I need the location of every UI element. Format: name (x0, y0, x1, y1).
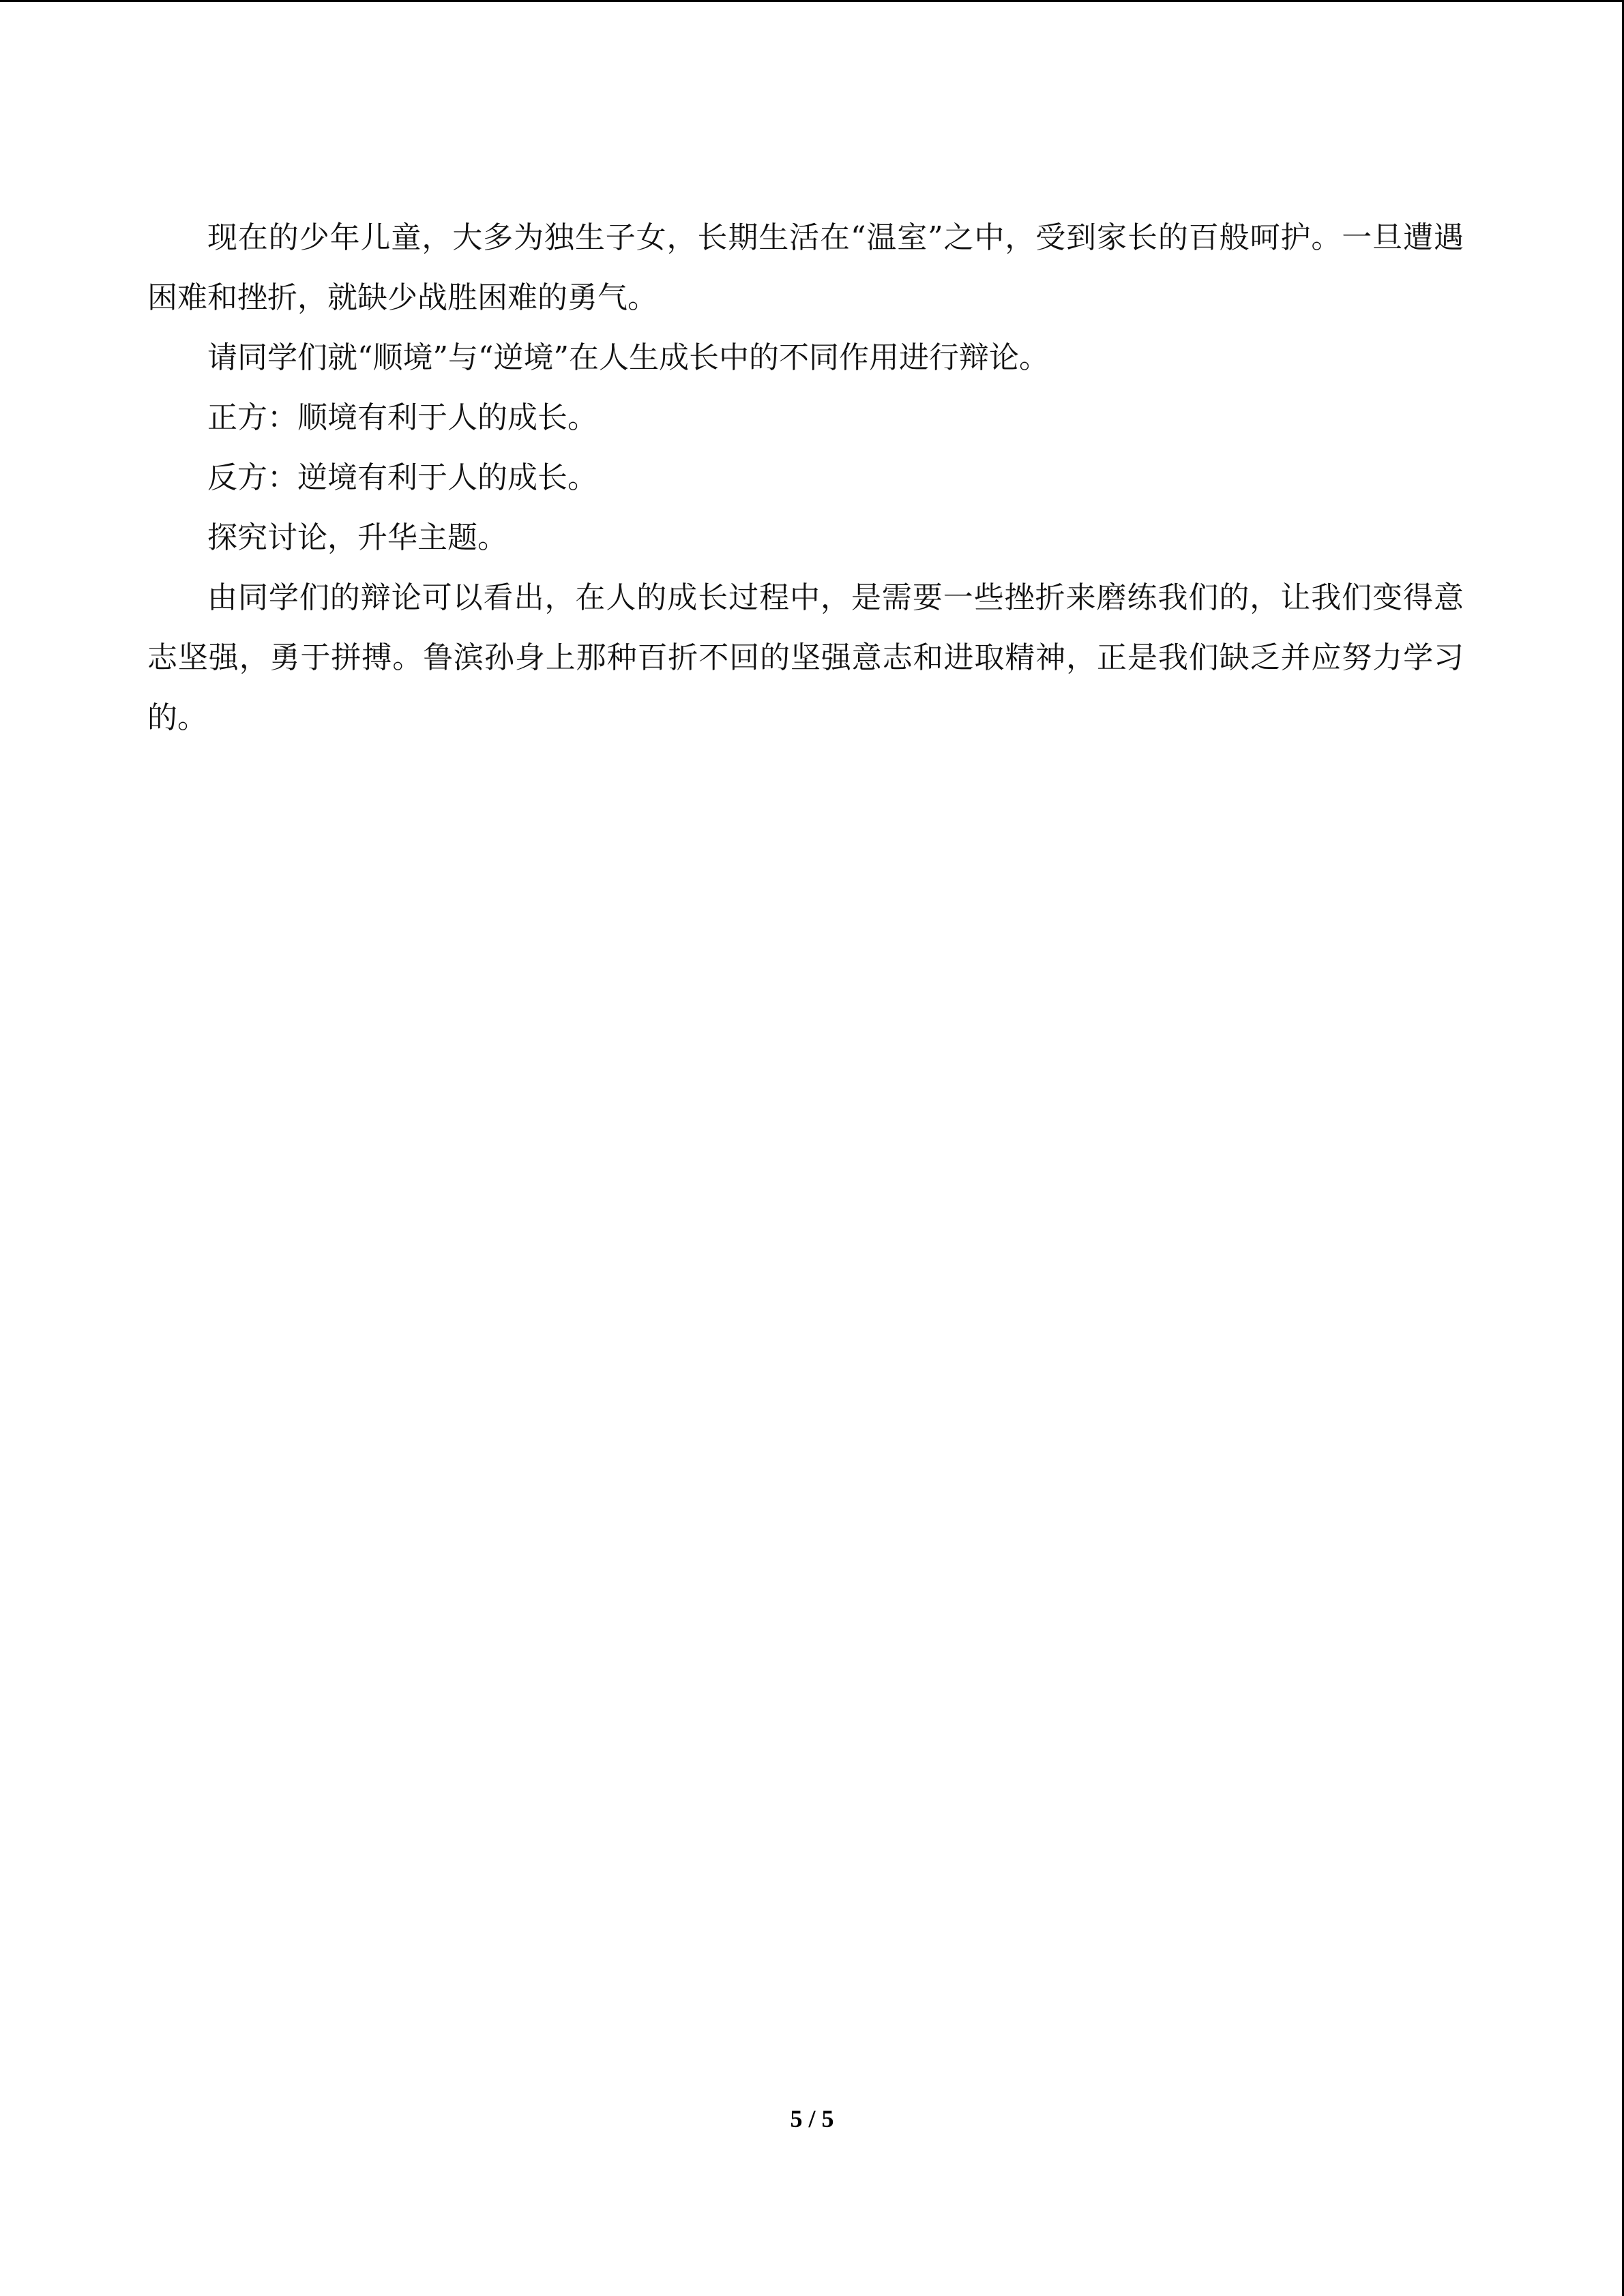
paragraph-intro: 现在的少年儿童，大多为独生子女，长期生活在“温室”之中，受到家长的百般呵护。一旦遭遇困难和挫折，就缺少战胜困难的勇气。 (147, 220, 1464, 315)
paragraph-affirmative: 正方：顺境有利于人的成长。 (207, 400, 597, 435)
document-body (147, 208, 1464, 748)
paragraph-discussion: 探究讨论，升华主题。 (207, 520, 507, 555)
page-number: 5 / 5 (790, 2105, 834, 2132)
paragraph-debate-prompt: 请同学们就“顺境”与“逆境”在人生成长中的不同作用进行辩论。 (207, 340, 1049, 375)
paragraph-conclusion: 由同学们的辩论可以看出，在人的成长过程中，是需要一些挫折来磨练我们的，让我们变得意志坚强，勇于拼搏。鲁滨孙身上那种百折不回的坚强意志和进取精神，正是我们缺乏并应努力学习的。 (147, 580, 1464, 735)
paragraph-negative: 反方：逆境有利于人的成长。 (207, 460, 597, 495)
